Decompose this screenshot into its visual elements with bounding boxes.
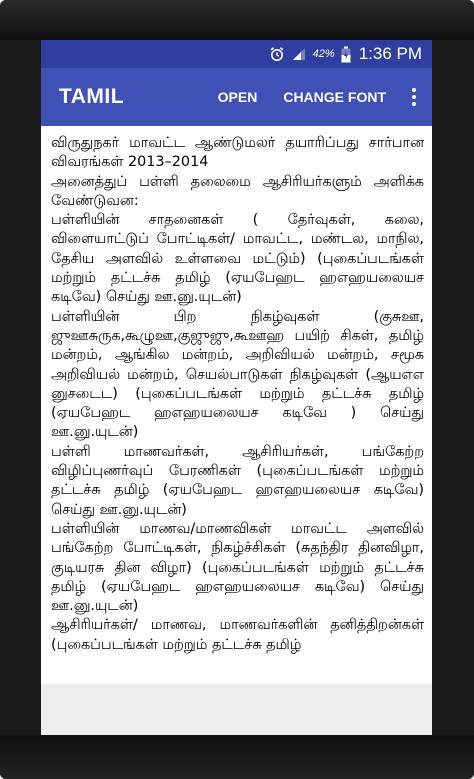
- device-bottom-bezel: [0, 735, 474, 779]
- document-view[interactable]: [41, 126, 432, 684]
- overflow-dot: [412, 102, 416, 106]
- alarm-icon: [269, 46, 285, 62]
- app-title: TAMIL: [59, 85, 125, 108]
- overflow-dot: [412, 88, 416, 92]
- signal-icon: [291, 46, 307, 62]
- app-screen: [41, 40, 432, 735]
- more-vert-icon[interactable]: [404, 82, 424, 112]
- status-time: 1:36 PM: [358, 44, 422, 63]
- document-text: விருதுநகர் மாவட்ட ஆண்டுமலர் தயாரிப்பது சார்பான விவரங்கள் 2013–2014 அனைத்துப் பள்ளி தலைமை ஆசிரியர்களும் அளிக்க வேண்டுவன: பள்ளியின் சாதனைகள் ( தேர்வுகள், கலை, விளையாட்டுப் போட்டிகள்/ மாவட்ட, மண்டல, மாநில, தேசிய அளவில் உள்ளவை மட்டும்) (புகைப்படங்கள் மற்றும் தட்டச்சு தமிழ் (ஏயபேஹட ஹஎஹயலையச கடிவே) செய்து ஊ.னு.யுடன்) பள்ளியின் பிற நிகழ்வுகள் (குசுஊ, ஜுஊசுருக,கூழுஊ,குஜுஜு,கூஊஹ பயிற் சிகள், தமிழ் மன்றம், ஆங்கில மன்றம், அறிவியல் மன்றம், சமூக அறிவியல் மன்றம், செயல்பாடுகள் நிகழ்வுகள் (ஆயஎஎ னுசடைட) (புகைப்படங்கள் மற்றும் தட்டச்சு தமிழ் (ஏயபேஹட ஹஎஹயலையச கடிவே ) செய்து ஊ.னு.யுடன்) பள்ளி மாணவர்கள், ஆசிரியர்கள், பங்கேற்ற விழிப்புணர்வுப் பேரணிகள் (புகைப்படங்கள் மற்றும் தட்டச்சு தமிழ் (ஏயபேஹட ஹஎஹயலையச கடிவே) செய்து ஊ.னு.யுடன்) பள்ளியின் மாணவ/மாணவிகள் மாவட்ட அளவில் பங்கேற்ற போட்டிகள், நிகழ்ச்சிகள் (சுதந்திர தினவிழா, குடியரசு தின விழா) (புகைப்படங்கள் மற்றும் தட்டச்சு தமிழ் (ஏயபேஹட ஹஎஹயலையச கடிவே) செய்து ஊ.னு.யுடன்) ஆசிரியர்கள்/ மாணவ, மாணவர்களின் தனித்திறன்கள் (புகைப்படங்கள் மற்றும் தட்டச்சு தமிழ்: [51, 135, 424, 653]
- overflow-dot: [412, 95, 416, 99]
- app-toolbar: [41, 68, 432, 126]
- device-top-bezel: [0, 0, 474, 40]
- status-bar: [41, 40, 432, 68]
- open-button[interactable]: OPEN: [217, 89, 258, 105]
- bottom-blank-area: [41, 684, 432, 735]
- change-font-button[interactable]: CHANGE FONT: [283, 89, 386, 105]
- battery-icon: [341, 46, 351, 63]
- battery-percent: 42%: [312, 48, 335, 60]
